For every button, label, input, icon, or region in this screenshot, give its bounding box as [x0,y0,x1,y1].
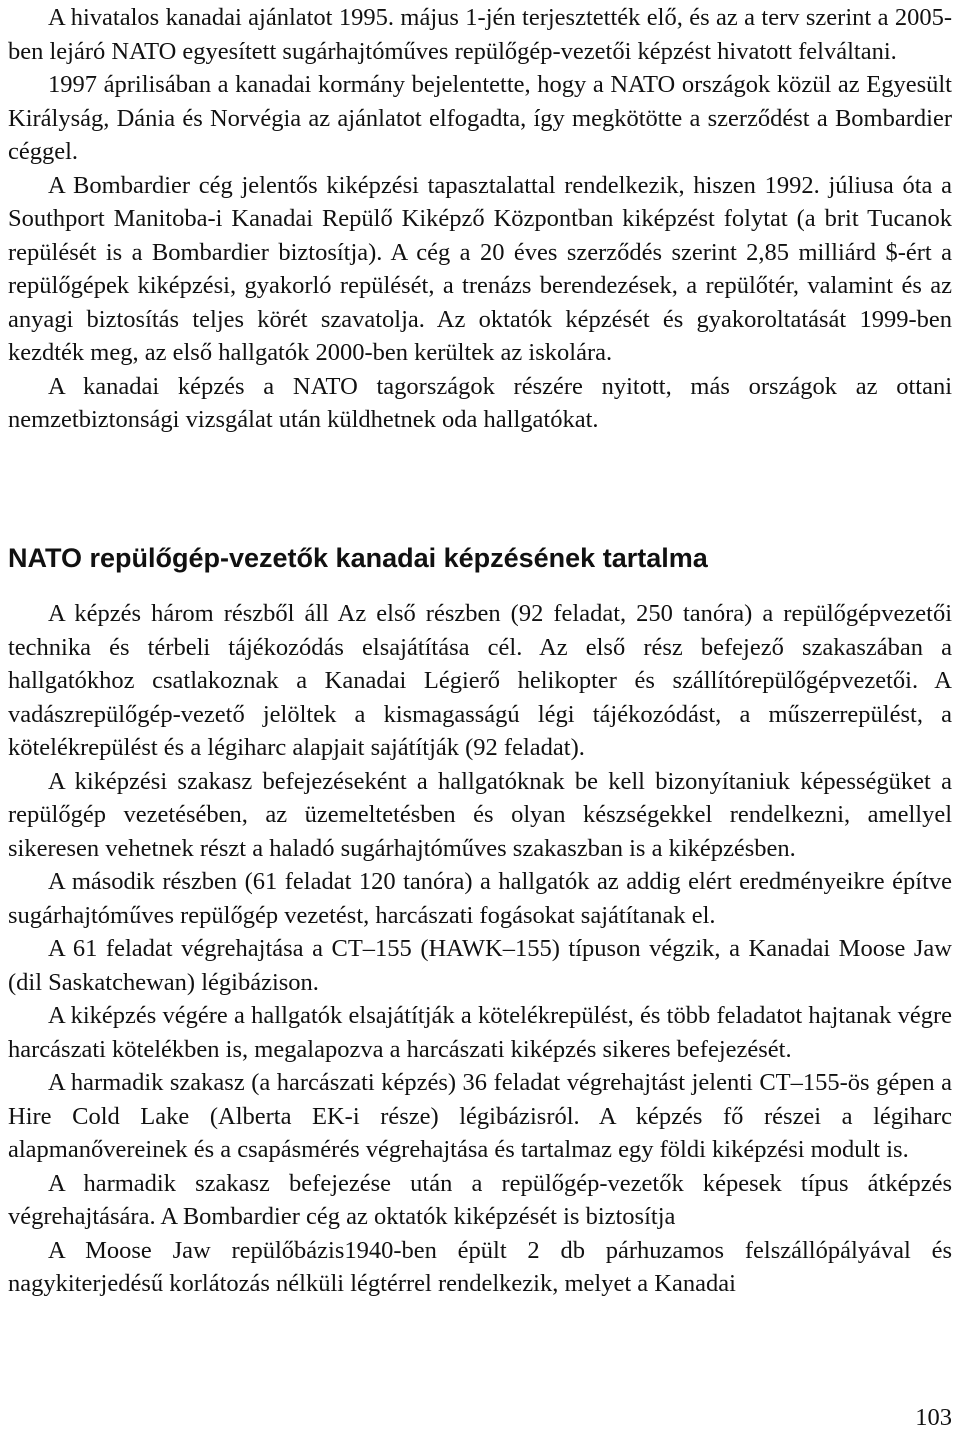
paragraph: A 61 feladat végrehajtása a CT–155 (HAWK–155) típuson végzik, a Kanadai Moose Jaw (dil Saskatchewan) légibázison. [8,935,952,996]
paragraph: A kiképzési szakasz befejezéseként a hallgatóknak be kell bizonyítaniuk képességüket a repülőgép vezetésében, az üzemeltetésben és olyan készségekkel rendelkezni, amellyel sikeresen vehetnek részt a haladó sugárhajtóműves szakaszban is a kiképzésben. [8,767,952,862]
paragraph: 1997 áprilisában a kanadai kormány bejelentette, hogy a NATO országok közül az Egyesült Királyság, Dánia és Norvégia az ajánlatot elfogadta, így megkötötte a szerződést a Bombardier céggel. [8,71,952,165]
paragraph: A képzés három részből áll Az első részben (92 feladat, 250 tanóra) a repülőgépvezetői technika és térbeli tájékozódás elsajátítása cél. Az első rész befejező szakaszában a hallgatókhoz csatlakoznak a Kanadai Légierő helikopter és szállítórepülőgépvezetői. A vadászrepülőgép-vezető jelöltek a kismagasságú légi tájékozódást, a műszerrepülést, a kötelékrepülést és a légiharc alapjait sajátítják (92 feladat). [8,600,952,761]
paragraph: A második részben (61 feladat 120 tanóra) a hallgatók az addig elért eredményeikre építve sugárhajtóműves repülőgép vezetést, harcászati fogásokat sajátítanak el. [8,868,952,929]
section-heading: NATO repülőgép-vezetők kanadai képzésének tartalma [8,543,708,573]
paragraph: A Moose Jaw repülőbázis1940-ben épült 2 db párhuzamos felszállópályával és nagykiterjedésű korlátozás nélküli légtérrel rendelkezik, melyet a Kanadai [8,1236,952,1297]
paragraph: A hivatalos kanadai ajánlatot 1995. május 1-jén terjesztették elő, és az a terv szerint a 2005-ben lejáró NATO egyesített sugárhajtóműves repülőgép-vezetői képzést hivatott felváltani. [8,4,952,65]
page-number: 103 [915,1404,952,1431]
paragraph: A harmadik szakasz (a harcászati képzés) 36 feladat végrehajtást jelenti CT–155-ös gépen a Hire Cold Lake (Alberta EK-i része) légibázisról. A képzés fő részei a légiharc alapmanővereinek és a csapásmérés végrehajtása és tartalmaz egy földi kiképzési modult is. [8,1069,952,1163]
section-training-content [8,597,952,1301]
paragraph: A Bombardier cég jelentős kiképzési tapasztalattal rendelkezik, hiszen 1992. júliusa óta a Southport Manitoba-i Kanadai Repülő Kiképző Központban kiképzést folytat (a brit Tucanok repülését is a Bombardier biztosítja). A cég a 20 éves szerződés szerint 2,85 milliárd $-ért a repülőgépek kiképzési, gyakorló repülését, a trenázs berendezések, a repülőtér, valamint és az anyagi biztosítás teljes körét szavatolja. Az oktatók képzését és gyakoroltatását 1999-ben kezdték meg, az első hallgatók 2000-ben kerültek az iskolára. [8,171,952,366]
section-intro [8,1,952,437]
paragraph: A kanadai képzés a NATO tagországok részére nyitott, más országok az ottani nemzetbiztonsági vizsgálat után küldhetnek oda hallgatókat. [8,372,952,433]
paragraph: A harmadik szakasz befejezése után a repülőgép-vezetők képesek típus átképzés végrehajtására. A Bombardier cég az oktatók kiképzését is biztosítja [8,1169,952,1230]
paragraph: A kiképzés végére a hallgatók elsajátítják a kötelékrepülést, és több feladatot hajtanak végre harcászati kötelékben is, megalapozva a harcászati kiképzés sikeres befejezését. [8,1002,952,1063]
